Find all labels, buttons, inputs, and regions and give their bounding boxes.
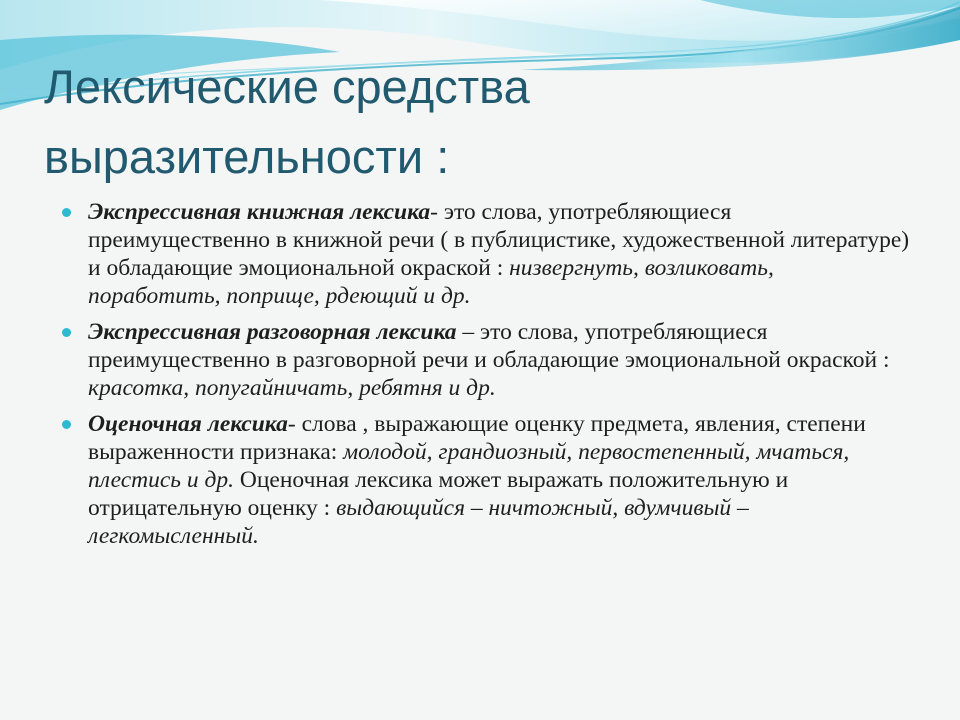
title-line-2: выразительности : <box>44 130 450 183</box>
bullet-item-bookish <box>62 198 912 310</box>
term-bookish: Экспрессивная книжная лексика <box>88 199 431 225</box>
bullet-item-colloquial <box>62 318 912 402</box>
bullet-list <box>62 198 912 558</box>
connector: - <box>287 411 302 437</box>
definition-colloquial: это слова, употребляющиеся преимущественно в разговорной речи и обладающие эмоциональной окраской : <box>88 319 890 373</box>
term-colloquial: Экспрессивная разговорная лексика <box>88 319 457 345</box>
connector: - <box>430 199 444 225</box>
term-evaluative: Оценочная лексика <box>88 411 288 437</box>
bullet-dot-icon <box>62 420 71 429</box>
bullet-item-evaluative <box>62 410 912 550</box>
bullet-dot-icon <box>62 328 71 337</box>
title-line-1: Лексические средства <box>44 60 530 113</box>
extra-evaluative: Оценочная лексика может выражать положительную и отрицательную оценку : <box>88 467 789 521</box>
examples-evaluative: молодой, грандиозный, первостепенный, мчаться, плестись и др. <box>88 439 850 493</box>
examples-bookish: низвергнуть, возликовать, поработить, поприще, рдеющий и др. <box>88 255 774 309</box>
connector: – <box>456 319 481 345</box>
slide-title <box>44 52 904 192</box>
bullet-dot-icon <box>62 208 71 217</box>
examples-colloquial: красотка, попугайничать, ребятня и др. <box>88 375 496 401</box>
definition-bookish: это слова, употребляющиеся преимущественно в книжной речи ( в публицистике, художественной литературе) и обладающие эмоциональной окраской : <box>88 199 910 281</box>
extra-examples-evaluative: выдающийся – ничтожный, вдумчивый – легкомысленный. <box>88 495 749 549</box>
definition-evaluative: слова , выражающие оценку предмета, явления, степени выраженности признака: <box>88 411 866 465</box>
